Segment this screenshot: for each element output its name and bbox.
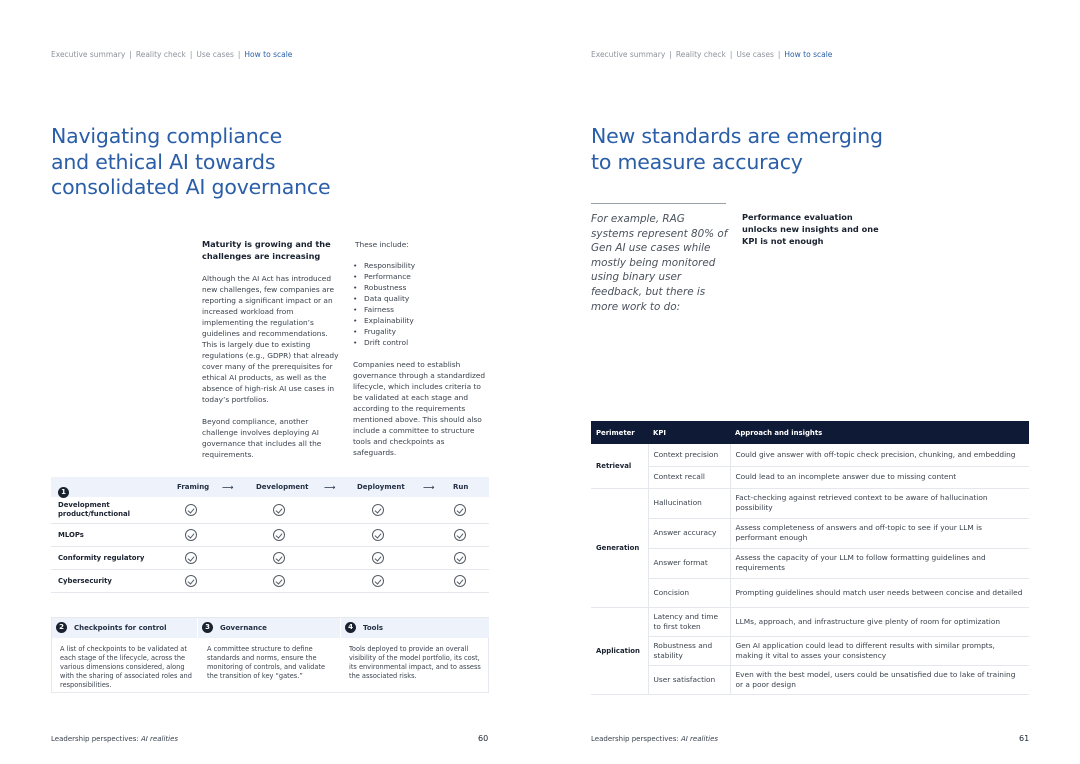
nav-separator: | xyxy=(669,50,672,59)
check-circle-icon xyxy=(185,575,197,587)
perimeter-cell: Retrieval xyxy=(591,444,648,488)
check-circle-icon xyxy=(185,529,197,541)
breadcrumb-nav xyxy=(51,50,292,59)
page-number: 60 xyxy=(478,734,489,743)
insight-cell: Prompting guidelines should match user needs between concise and detailed xyxy=(730,578,1029,607)
column-header: Approach and insights xyxy=(730,421,1029,444)
kpi-cell: Concision xyxy=(648,578,730,607)
column-header: Perimeter xyxy=(591,421,648,444)
check-circle-icon xyxy=(273,529,285,541)
nav-separator: | xyxy=(729,50,733,59)
right-page xyxy=(540,0,1080,764)
paragraph: Beyond compliance, another challenge involves deploying AI governance that includes all the requirements. xyxy=(202,417,322,459)
row-label: Cybersecurity xyxy=(58,577,112,585)
lifecycle-row xyxy=(51,497,489,524)
page-number: 61 xyxy=(1019,734,1030,743)
row-label: Conformity regulatory xyxy=(58,554,145,562)
box-title: Checkpoints for control xyxy=(74,624,167,632)
list-item: • Drift control xyxy=(353,337,489,348)
nav-separator: | xyxy=(237,50,241,59)
table-row xyxy=(591,548,1029,578)
stage-deployment: Deployment xyxy=(357,483,405,491)
list-item: • Robustness xyxy=(353,282,489,293)
list-item: • Fairness xyxy=(353,304,489,315)
box-title: Tools xyxy=(363,624,384,632)
paragraph: These include: xyxy=(355,240,409,249)
lifecycle-row xyxy=(51,547,489,570)
lifecycle-row xyxy=(51,524,489,547)
step-number-badge: 3 xyxy=(202,622,213,633)
check-circle-icon xyxy=(372,504,384,516)
governance-boxes xyxy=(51,617,489,693)
table-row xyxy=(591,444,1029,466)
title-line: Navigating compliance xyxy=(51,124,282,148)
list-item: • Explainability xyxy=(353,315,489,326)
lifecycle-row xyxy=(51,570,489,593)
nav-use-cases[interactable]: Use cases xyxy=(736,50,774,59)
kpi-cell: User satisfaction xyxy=(648,665,730,694)
title-line: to measure accuracy xyxy=(591,149,803,174)
list-item: • Performance xyxy=(353,271,489,282)
footer-text: Leadership perspectives: xyxy=(591,735,679,743)
table-row xyxy=(591,488,1029,518)
kpi-cell: Latency and time to first token xyxy=(648,607,730,636)
nav-how-to-scale[interactable]: How to scale xyxy=(244,50,293,59)
insight-cell: Assess the capacity of your LLM to follow formatting guidelines and requirements xyxy=(730,548,1029,578)
nav-separator: | xyxy=(777,50,781,59)
box-text: Tools deployed to provide an overall visibility of the model portfolio, its cost, its environmental impact, and to assess the associated risks. xyxy=(349,645,481,680)
kpi-cell: Context precision xyxy=(648,444,730,466)
perimeter-cell: Application xyxy=(591,607,648,694)
nav-reality-check[interactable]: Reality check xyxy=(135,50,186,59)
check-circle-icon xyxy=(273,552,285,564)
paragraph: Companies need to establish governance through a standardized lifecycle, which includes criteria to be validated at each stage and according to the requirements mentioned above. This should also include a committee to structure tools and checkpoints as safeguards. xyxy=(353,360,486,457)
nav-separator: | xyxy=(129,50,132,59)
title-line: and ethical AI towards xyxy=(51,149,276,174)
kpi-cell: Hallucination xyxy=(648,488,730,518)
list-item: • Data quality xyxy=(353,293,489,304)
kpi-cell: Answer format xyxy=(648,548,730,578)
title-line: New standards are emerging xyxy=(591,124,883,148)
nav-use-cases[interactable]: Use cases xyxy=(196,50,234,59)
table-header-row xyxy=(591,421,1029,444)
table-row xyxy=(591,578,1029,607)
box-header-tools xyxy=(341,618,489,638)
page-title xyxy=(591,124,883,175)
title-line: consolidated AI governance xyxy=(51,175,331,199)
box-title: Governance xyxy=(220,624,267,632)
divider xyxy=(591,203,726,204)
insight-cell: LLMs, approach, and infrastructure give plenty of room for optimization xyxy=(730,607,1029,636)
perimeter-cell: Generation xyxy=(591,488,648,607)
row-label: MLOPs xyxy=(58,531,84,539)
check-circle-icon xyxy=(454,529,466,541)
page-title xyxy=(51,124,330,201)
column-header: KPI xyxy=(648,421,730,444)
check-circle-icon xyxy=(454,504,466,516)
insight-cell: Gen AI application could lead to different results with similar prompts, making it vital to asses your consistency xyxy=(730,636,1029,665)
kpi-cell: Answer accuracy xyxy=(648,518,730,548)
column-heading: Maturity is growing and the challenges are increasing xyxy=(202,239,331,261)
table-row xyxy=(591,636,1029,665)
arrow-icon: ⟶ xyxy=(423,483,435,492)
stage-development: Development xyxy=(256,483,309,491)
nav-separator: | xyxy=(189,50,193,59)
insight-cell: Could lead to an incomplete answer due to missing content xyxy=(730,466,1029,488)
insight-cell: Even with the best model, users could be unsatisfied due to lake of training or a poor design xyxy=(730,665,1029,694)
lifecycle-header xyxy=(51,477,489,497)
breadcrumb-nav xyxy=(591,50,832,59)
insight-cell: Fact-checking against retrieved context to be aware of hallucination possibility xyxy=(730,488,1029,518)
box-header-checkpoints xyxy=(52,618,197,638)
list-item: • Responsibility xyxy=(353,260,489,271)
check-circle-icon xyxy=(372,529,384,541)
check-circle-icon xyxy=(273,575,285,587)
step-number-badge: 4 xyxy=(345,622,356,633)
box-text: A committee structure to define standards and norms, ensure the monitoring of controls, and validate the transition of key “gates.” xyxy=(207,645,326,680)
box-text: A list of checkpoints to be validated at each stage of the lifecycle, across the various dimensions considered, along with the sharing of associated roles and responsibilities. xyxy=(60,645,192,689)
arrow-icon: ⟶ xyxy=(222,483,234,492)
nav-executive-summary[interactable]: Executive summary xyxy=(591,50,666,59)
nav-reality-check[interactable]: Reality check xyxy=(675,50,726,59)
page-footer xyxy=(591,735,718,743)
callout-heading: Performance evaluation unlocks new insights and one KPI is not enough xyxy=(742,212,879,246)
nav-executive-summary[interactable]: Executive summary xyxy=(51,50,126,59)
check-circle-icon xyxy=(372,575,384,587)
kpi-cell: Context recall xyxy=(648,466,730,488)
lifecycle-table xyxy=(51,477,489,593)
stage-framing: Framing xyxy=(177,483,210,491)
table-row xyxy=(591,665,1029,694)
pull-quote: For example, RAG systems represent 80% of Gen AI use cases while mostly being monitored using binary user feedback, but there is more work to do: xyxy=(591,213,728,313)
check-circle-icon xyxy=(185,552,197,564)
footer-italic: AI realities xyxy=(140,735,179,743)
footer-italic: AI realities xyxy=(680,735,719,743)
page-footer xyxy=(51,735,178,743)
check-circle-icon xyxy=(454,552,466,564)
check-circle-icon xyxy=(185,504,197,516)
stage-run: Run xyxy=(453,483,469,491)
step-number-badge: 1 xyxy=(58,487,69,498)
kpi-cell: Robustness and stability xyxy=(648,636,730,665)
kpi-table xyxy=(591,421,1029,695)
table-row xyxy=(591,466,1029,488)
table-row xyxy=(591,518,1029,548)
text-column-2 xyxy=(353,239,489,469)
nav-how-to-scale[interactable]: How to scale xyxy=(784,50,833,59)
check-circle-icon xyxy=(273,504,285,516)
arrow-icon: ⟶ xyxy=(324,483,336,492)
paragraph: Although the AI Act has introduced new challenges, few companies are reporting a significant impact or an increased workload from implementing the regulation’s guidelines and recommendations. This is largely due to existing regulations (e.g., GDPR) that already cover many of the prerequisites for ethical AI products, as well as the absence of high-risk AI use cases in today’s portfolios. xyxy=(202,274,339,404)
insight-cell: Could give answer with off-topic check precision, chunking, and embedding xyxy=(730,444,1029,466)
insight-cell: Assess completeness of answers and off-topic to see if your LLM is performant enough xyxy=(730,518,1029,548)
check-circle-icon xyxy=(372,552,384,564)
requirements-list xyxy=(353,260,489,348)
table-row xyxy=(591,607,1029,636)
text-column-1 xyxy=(202,239,340,471)
step-number-badge: 2 xyxy=(56,622,67,633)
list-item: • Frugality xyxy=(353,326,489,337)
footer-text: Leadership perspectives: xyxy=(51,735,139,743)
check-circle-icon xyxy=(454,575,466,587)
box-header-governance xyxy=(198,618,340,638)
row-label: Development product/functional xyxy=(58,501,130,518)
